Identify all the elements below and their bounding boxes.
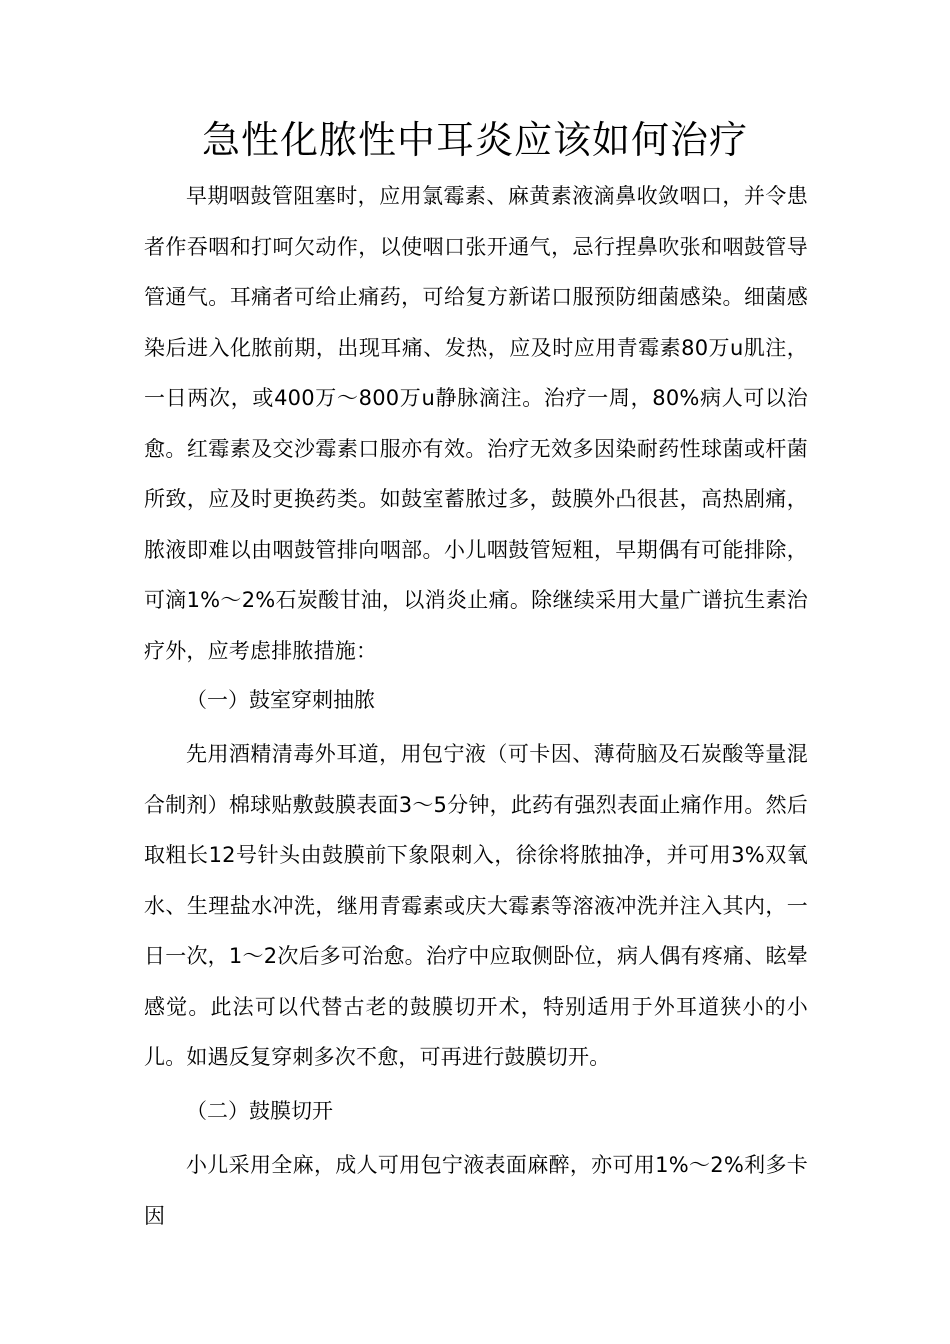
body-paragraph: 小儿采用全麻，成人可用包宁液表面麻醉，亦可用1%～2%利多卡因 [144,1153,808,1228]
body-paragraph: 早期咽鼓管阻塞时，应用氯霉素、麻黄素液滴鼻收敛咽口，并令患者作吞咽和打呵欠动作，以使咽口张开通气，忌行捏鼻吹张和咽鼓管导管通气。耳痛者可给止痛药，可给复方新诺口服预防细菌感染。细菌感染后进入化脓前期，出现耳痛、发热，应及时应用青霉素80万u肌注，一日两次，或400万～800万u静脉滴注。治疗一周，80%病人可以治愈。红霉素及交沙霉素口服亦有效。治疗无效多因染耐药性球菌或杆菌所致，应及时更换药类。如鼓室蓄脓过多，鼓膜外凸很甚，高热剧痛，脓液即难以由咽鼓管排向咽部。小儿咽鼓管短粗，早期偶有可能排除，可滴1%～2%石炭酸甘油，以消炎止痛。除继续采用大量广谱抗生素治疗外，应考虑排脓措施： [144,184,808,663]
section-heading: （二）鼓膜切开 [186,1099,333,1123]
document-title: 急性化脓性中耳炎应该如何治疗 [201,118,748,162]
section-heading: （一）鼓室穿刺抽脓 [186,688,375,712]
body-paragraph: 先用酒精清毒外耳道，用包宁液（可卡因、薄荷脑及石炭酸等量混合制剂）棉球贴敷鼓膜表面3～5分钟，此药有强烈表面止痛作用。然后取粗长12号针头由鼓膜前下象限刺入，徐徐将脓抽净，并可用3%双氧水、生理盐水冲洗，继用青霉素或庆大霉素等溶液冲洗并注入其内，一日一次，1～2次后多可治愈。治疗中应取侧卧位，病人偶有疼痛、眩晕感觉。此法可以代替古老的鼓膜切开术，特别适用于外耳道狭小的小儿。如遇反复穿刺多次不愈，可再进行鼓膜切开。 [144,742,808,1069]
